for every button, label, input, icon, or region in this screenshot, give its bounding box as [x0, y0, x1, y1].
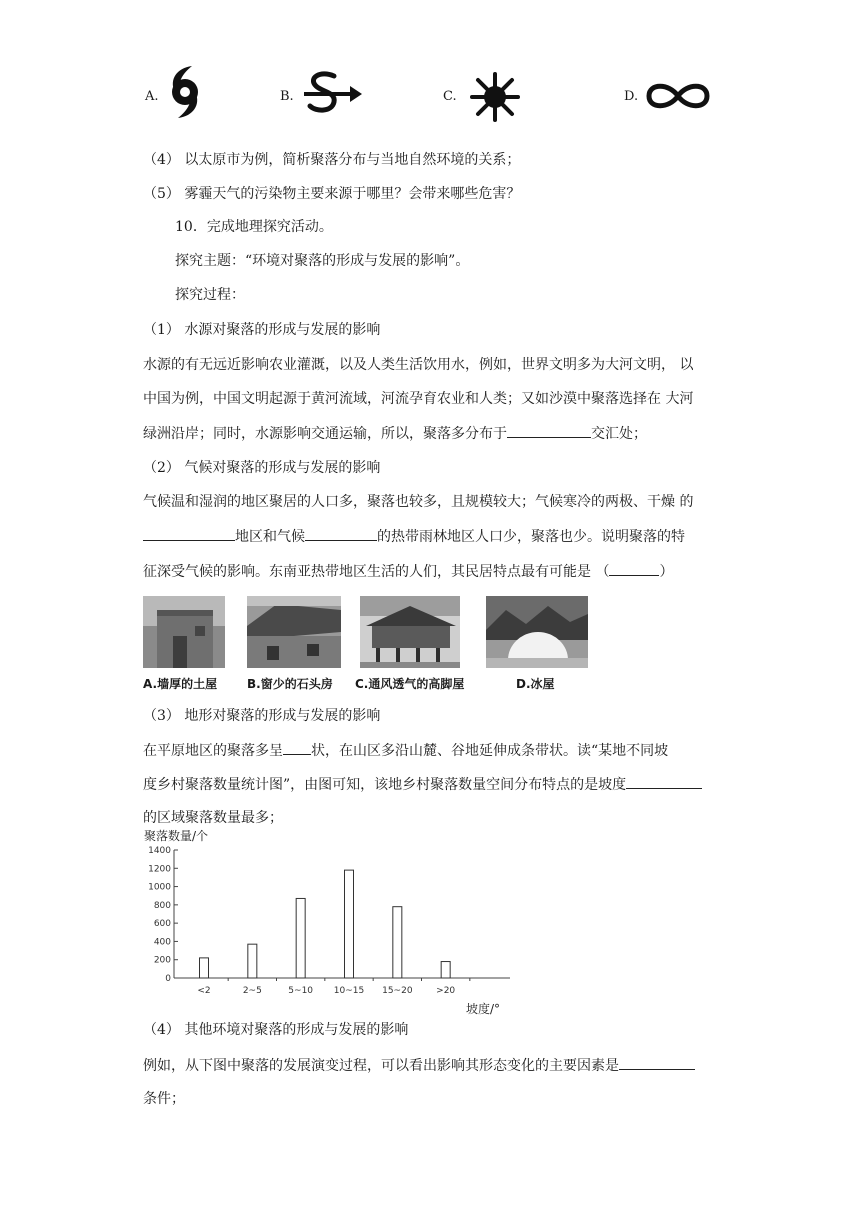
x-tick-label: 15~20	[382, 986, 413, 996]
section-2-line-2-mid: 地区和气候	[235, 529, 305, 545]
y-tick-label: 600	[153, 919, 171, 930]
x-tick-label: <2	[197, 986, 211, 996]
section-2-line-3-text: 征深受气候的影响。东南亚热带地区生活的人们，其民居特点最有可能是 （	[143, 564, 610, 580]
section-3-line-2	[143, 774, 702, 795]
section-3-line-1-text: 在平原地区的聚落多呈	[143, 743, 283, 759]
y-tick-label: 1200	[148, 864, 171, 875]
section-2-line-2	[143, 526, 685, 547]
section-4-heading: （4） 其他环境对聚落的形成与发展的影响	[143, 1022, 409, 1038]
section-1-line-2: 中国为例，中国文明起源于黄河流域，河流孕育农业和人类；又如沙漠中聚落选择在 大河	[143, 391, 694, 407]
section-3-heading: （3） 地形对聚落的形成与发展的影响	[143, 708, 381, 724]
option-a-label: A.	[145, 89, 159, 104]
section-4-line-1-text: 例如，从下图中聚落的发展演变过程，可以看出影响其形态变化的主要因素是	[143, 1058, 619, 1074]
house-caption-c: C.通风透气的高脚屋	[355, 677, 465, 691]
house-caption-d: D.冰屋	[516, 677, 555, 691]
section-2-line-3	[143, 561, 673, 582]
stone-house-photo	[247, 596, 341, 668]
option-c-label: C.	[443, 89, 457, 104]
option-b-label: B.	[280, 89, 294, 104]
section-1-line-3-text: 绿洲沿岸；同时，水源影响交通运输，所以，聚落多分布于	[143, 426, 507, 442]
bar-2	[296, 898, 305, 978]
section-4-line-2: 条件；	[143, 1091, 185, 1107]
section-1-line-3	[143, 423, 647, 444]
y-tick-label: 0	[165, 974, 171, 984]
bar-0	[200, 958, 209, 978]
bar-1	[248, 944, 257, 978]
fill-blank-confluence[interactable]	[507, 423, 591, 438]
section-3-line-2-text: 度乡村聚落数量统计图”，由图可知，该地乡村聚落数量空间分布特点的是坡度	[143, 777, 627, 793]
section-2-line-1: 气候温和湿润的地区聚居的人口多，聚落也较多，且规模较大；气候寒冷的两极、干燥 的	[143, 494, 694, 510]
question-4: （4） 以太原市为例，简析聚落分布与当地自然环境的关系；	[143, 152, 521, 168]
y-tick-label: 400	[153, 937, 171, 948]
question-5: （5） 雾霾天气的污染物主要来源于哪里？会带来哪些危害？	[143, 186, 521, 202]
fill-blank-factor[interactable]	[619, 1055, 695, 1070]
y-tick-label: 1400	[148, 846, 171, 856]
section-1-line-1: 水源的有无远近影响农业灌溉，以及人类生活饮用水，例如，世界文明多为大河文明， 以	[143, 357, 694, 373]
section-3-line-1	[143, 740, 668, 761]
bar-4	[393, 907, 402, 978]
settlement-slope-bar-chart	[140, 828, 520, 1020]
house-caption-a: A.墙厚的土屋	[143, 677, 218, 691]
x-tick-label: 5~10	[288, 986, 314, 996]
section-2-line-3-end: ）	[659, 564, 674, 580]
chart-y-axis-label: 聚落数量/个	[144, 829, 209, 843]
hurricane-symbol-icon	[162, 62, 208, 122]
stilt-house-photo	[360, 596, 460, 668]
section-4-line-1	[143, 1055, 695, 1076]
house-caption-b: B.窗少的石头房	[247, 677, 333, 691]
fill-blank-climate[interactable]	[305, 526, 377, 541]
x-tick-label: 2~5	[242, 986, 262, 996]
bar-3	[345, 870, 354, 978]
chart-x-axis-label: 坡度/°	[466, 1002, 501, 1016]
sandstorm-symbol-icon	[300, 68, 364, 120]
igloo-photo	[486, 596, 588, 668]
section-1-heading: （1） 水源对聚落的形成与发展的影响	[143, 322, 381, 338]
section-3-line-1-end: 状，在山区多沿山麓、谷地延伸成条带状。读“某地不同坡	[311, 743, 669, 759]
section-1-line-3-end: 交汇处；	[591, 426, 647, 442]
fill-blank-slope[interactable]	[626, 774, 702, 789]
x-tick-label: 10~15	[333, 986, 365, 996]
x-tick-label: >20	[436, 986, 456, 996]
y-tick-label: 800	[153, 900, 171, 911]
fill-blank-shape[interactable]	[283, 740, 311, 755]
inquiry-theme: 探究主题：“环境对聚落的形成与发展的影响”。	[175, 253, 470, 269]
haze-symbol-icon	[645, 79, 711, 113]
y-tick-label: 200	[153, 955, 171, 966]
fill-blank-region[interactable]	[143, 526, 235, 541]
y-tick-label: 1000	[148, 882, 171, 893]
sunny-symbol-icon	[470, 72, 520, 122]
option-d-label: D.	[624, 89, 639, 104]
fill-blank-house-choice[interactable]	[609, 561, 659, 576]
section-3-line-3: 的区域聚落数量最多；	[143, 810, 283, 826]
section-2-line-2-end: 的热带雨林地区人口少，聚落也少。说明聚落的特	[377, 529, 685, 545]
bar-5	[441, 962, 450, 978]
inquiry-process: 探究过程：	[175, 287, 245, 303]
section-2-heading: （2） 气候对聚落的形成与发展的影响	[143, 460, 381, 476]
question-10-title: 10．完成地理探究活动。	[175, 219, 333, 235]
earth-house-photo	[143, 596, 225, 668]
